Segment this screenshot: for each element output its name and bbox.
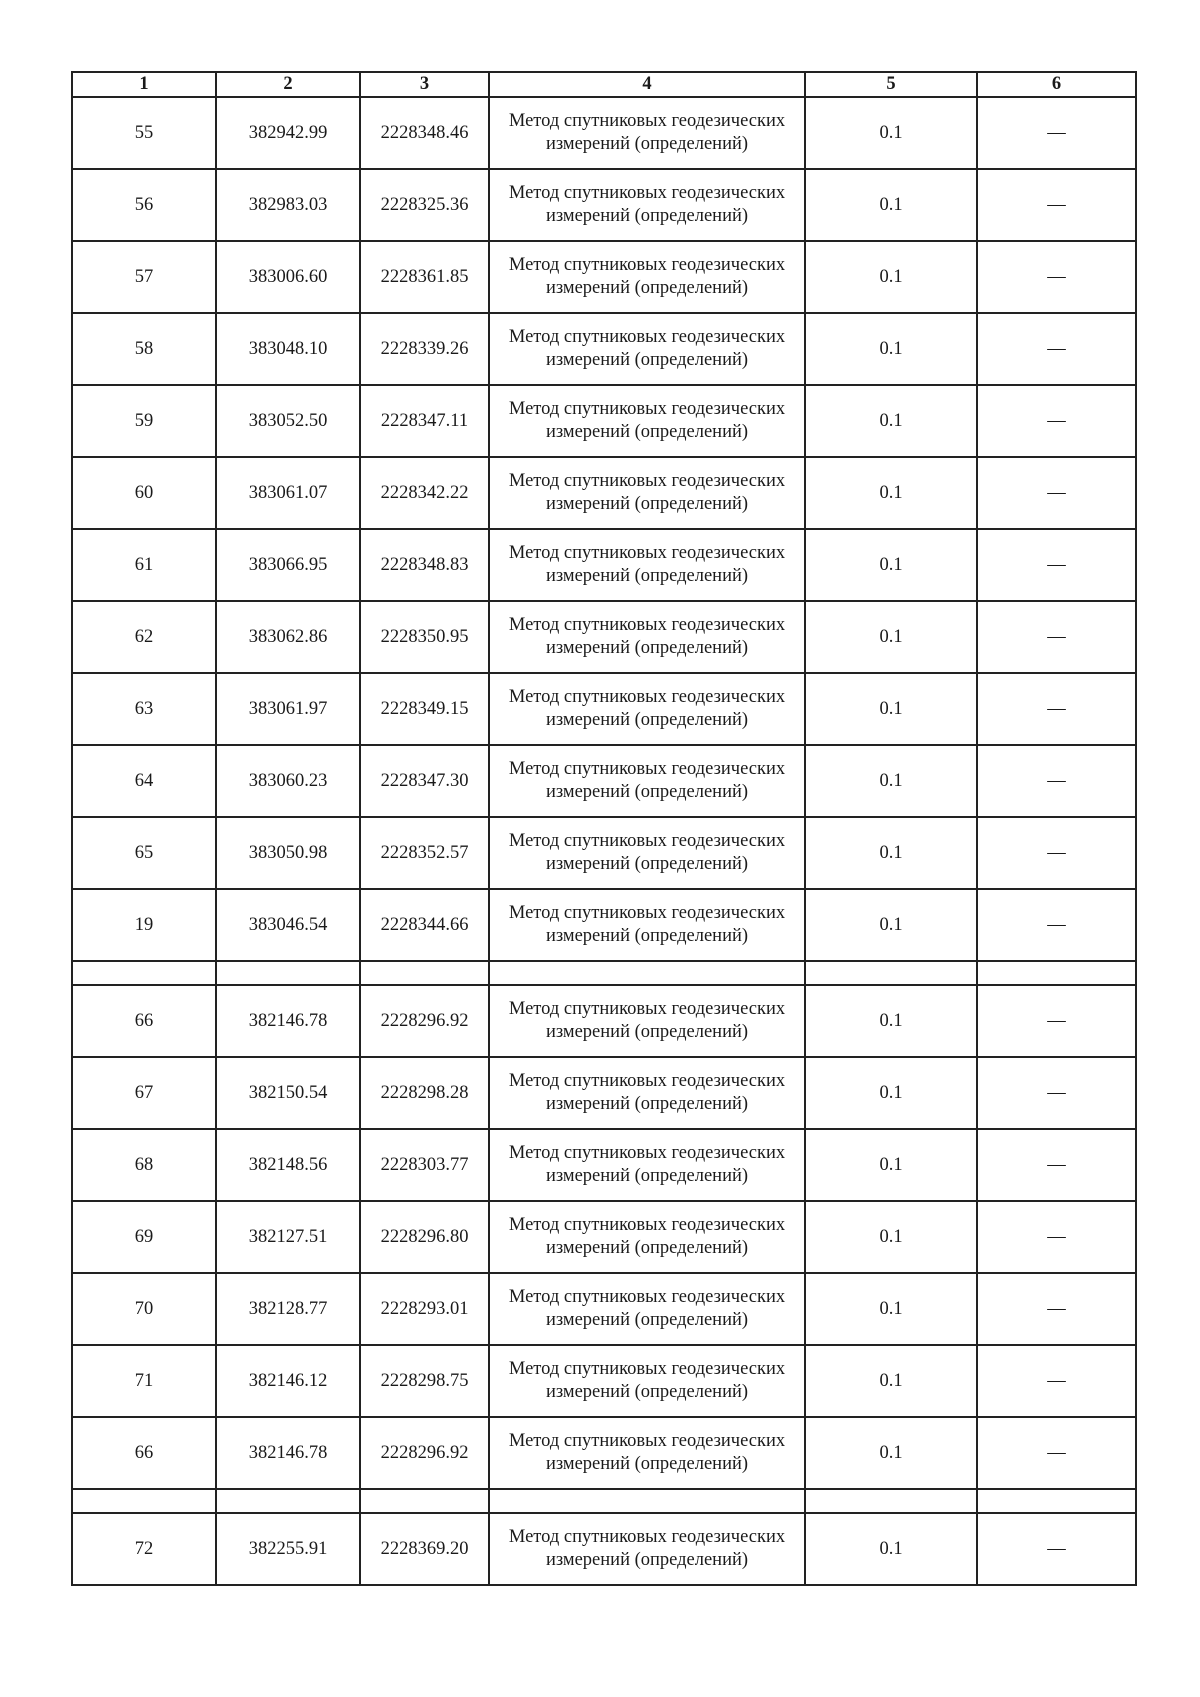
method-text: Метод спутниковых геодезических измерений (определений) <box>508 1215 786 1258</box>
coordinate-y-cell: 2228369.20 <box>360 1513 489 1585</box>
method-cell <box>489 817 805 889</box>
point-number-cell: 68 <box>72 1129 216 1201</box>
method-text: Метод спутниковых геодезических измерений (определений) <box>508 999 786 1042</box>
accuracy-cell: 0.1 <box>805 1201 977 1273</box>
accuracy-cell: 0.1 <box>805 889 977 961</box>
header-row <box>72 72 1136 97</box>
method-cell <box>489 1201 805 1273</box>
table-row <box>72 1201 1136 1273</box>
header-cell: 1 <box>72 72 216 97</box>
note-cell <box>977 1489 1136 1513</box>
point-number-cell: 56 <box>72 169 216 241</box>
coordinate-x-cell: 382148.56 <box>216 1129 360 1201</box>
method-text: Метод спутниковых геодезических измерений (определений) <box>508 1527 786 1570</box>
coordinate-y-cell <box>360 1489 489 1513</box>
coordinate-x-cell: 383048.10 <box>216 313 360 385</box>
table-row <box>72 241 1136 313</box>
note-cell: — <box>977 673 1136 745</box>
accuracy-cell: 0.1 <box>805 985 977 1057</box>
note-cell: — <box>977 97 1136 169</box>
coordinate-y-cell: 2228293.01 <box>360 1273 489 1345</box>
table-row <box>72 601 1136 673</box>
accuracy-cell: 0.1 <box>805 745 977 817</box>
method-cell <box>489 673 805 745</box>
header-cell: 5 <box>805 72 977 97</box>
table-row <box>72 1273 1136 1345</box>
coordinate-y-cell: 2228349.15 <box>360 673 489 745</box>
note-cell: — <box>977 1057 1136 1129</box>
table-row <box>72 817 1136 889</box>
method-cell <box>489 241 805 313</box>
coordinate-y-cell: 2228352.57 <box>360 817 489 889</box>
note-cell: — <box>977 745 1136 817</box>
table-row <box>72 673 1136 745</box>
point-number-cell: 69 <box>72 1201 216 1273</box>
coordinate-y-cell: 2228303.77 <box>360 1129 489 1201</box>
method-cell <box>489 889 805 961</box>
coordinate-x-cell: 382146.78 <box>216 985 360 1057</box>
coordinate-x-cell: 382983.03 <box>216 169 360 241</box>
accuracy-cell: 0.1 <box>805 601 977 673</box>
table-row <box>72 1513 1136 1585</box>
table-row <box>72 985 1136 1057</box>
note-cell: — <box>977 1201 1136 1273</box>
coordinate-x-cell: 382127.51 <box>216 1201 360 1273</box>
note-cell: — <box>977 529 1136 601</box>
table-body <box>72 97 1136 1585</box>
point-number-cell: 58 <box>72 313 216 385</box>
point-number-cell: 57 <box>72 241 216 313</box>
method-cell <box>489 985 805 1057</box>
coordinate-y-cell: 2228347.30 <box>360 745 489 817</box>
coordinate-y-cell: 2228298.28 <box>360 1057 489 1129</box>
coordinate-x-cell: 382146.78 <box>216 1417 360 1489</box>
note-cell: — <box>977 385 1136 457</box>
method-text: Метод спутниковых геодезических измерений (определений) <box>508 183 786 226</box>
point-number-cell <box>72 961 216 985</box>
coordinate-y-cell: 2228296.92 <box>360 1417 489 1489</box>
separator-row <box>72 1489 1136 1513</box>
method-text: Метод спутниковых геодезических измерений (определений) <box>508 615 786 658</box>
coordinate-x-cell: 382255.91 <box>216 1513 360 1585</box>
accuracy-cell: 0.1 <box>805 1129 977 1201</box>
method-text: Метод спутниковых геодезических измерений (определений) <box>508 1359 786 1402</box>
method-cell <box>489 97 805 169</box>
table-row <box>72 529 1136 601</box>
method-cell <box>489 385 805 457</box>
coordinate-x-cell: 382128.77 <box>216 1273 360 1345</box>
note-cell: — <box>977 601 1136 673</box>
coordinate-y-cell: 2228350.95 <box>360 601 489 673</box>
note-cell: — <box>977 169 1136 241</box>
method-text: Метод спутниковых геодезических измерений (определений) <box>508 1287 786 1330</box>
accuracy-cell: 0.1 <box>805 1273 977 1345</box>
point-number-cell: 65 <box>72 817 216 889</box>
point-number-cell: 19 <box>72 889 216 961</box>
table-row <box>72 745 1136 817</box>
note-cell: — <box>977 241 1136 313</box>
header-cell: 6 <box>977 72 1136 97</box>
note-cell: — <box>977 1345 1136 1417</box>
method-text: Метод спутниковых геодезических измерений (определений) <box>508 831 786 874</box>
coordinate-y-cell <box>360 961 489 985</box>
coordinate-x-cell: 383061.97 <box>216 673 360 745</box>
method-cell <box>489 1489 805 1513</box>
point-number-cell <box>72 1489 216 1513</box>
coordinate-y-cell: 2228361.85 <box>360 241 489 313</box>
method-cell <box>489 961 805 985</box>
coordinate-x-cell: 383050.98 <box>216 817 360 889</box>
method-text: Метод спутниковых геодезических измерений (определений) <box>508 687 786 730</box>
coordinate-x-cell: 383062.86 <box>216 601 360 673</box>
accuracy-cell: 0.1 <box>805 817 977 889</box>
coordinate-x-cell: 383006.60 <box>216 241 360 313</box>
method-text: Метод спутниковых геодезических измерений (определений) <box>508 111 786 154</box>
method-cell <box>489 529 805 601</box>
coordinate-x-cell: 383061.07 <box>216 457 360 529</box>
table-row <box>72 457 1136 529</box>
coordinate-y-cell: 2228296.92 <box>360 985 489 1057</box>
accuracy-cell: 0.1 <box>805 1057 977 1129</box>
coordinate-x-cell: 382942.99 <box>216 97 360 169</box>
table-row <box>72 97 1136 169</box>
method-cell <box>489 1273 805 1345</box>
table-row <box>72 1345 1136 1417</box>
accuracy-cell <box>805 1489 977 1513</box>
point-number-cell: 72 <box>72 1513 216 1585</box>
table-row <box>72 889 1136 961</box>
accuracy-cell: 0.1 <box>805 385 977 457</box>
note-cell: — <box>977 1513 1136 1585</box>
table-row <box>72 1417 1136 1489</box>
coordinate-x-cell: 382150.54 <box>216 1057 360 1129</box>
coordinate-x-cell: 382146.12 <box>216 1345 360 1417</box>
header-cell: 2 <box>216 72 360 97</box>
note-cell: — <box>977 1273 1136 1345</box>
header-cell: 4 <box>489 72 805 97</box>
coordinate-x-cell: 383060.23 <box>216 745 360 817</box>
note-cell: — <box>977 1417 1136 1489</box>
method-cell <box>489 169 805 241</box>
method-cell <box>489 1129 805 1201</box>
coordinate-y-cell: 2228296.80 <box>360 1201 489 1273</box>
accuracy-cell: 0.1 <box>805 1417 977 1489</box>
method-cell <box>489 601 805 673</box>
method-text: Метод спутниковых геодезических измерений (определений) <box>508 1143 786 1186</box>
point-number-cell: 66 <box>72 985 216 1057</box>
coordinate-x-cell: 383046.54 <box>216 889 360 961</box>
method-cell <box>489 745 805 817</box>
accuracy-cell: 0.1 <box>805 241 977 313</box>
coordinate-y-cell: 2228325.36 <box>360 169 489 241</box>
method-text: Метод спутниковых геодезических измерений (определений) <box>508 903 786 946</box>
point-number-cell: 67 <box>72 1057 216 1129</box>
point-number-cell: 61 <box>72 529 216 601</box>
method-cell <box>489 1057 805 1129</box>
coordinates-table <box>71 71 1137 1586</box>
coordinate-x-cell <box>216 961 360 985</box>
accuracy-cell: 0.1 <box>805 313 977 385</box>
table-row <box>72 1057 1136 1129</box>
separator-row <box>72 961 1136 985</box>
point-number-cell: 64 <box>72 745 216 817</box>
coordinate-y-cell: 2228348.83 <box>360 529 489 601</box>
method-cell <box>489 1417 805 1489</box>
table-row <box>72 1129 1136 1201</box>
header-cell: 3 <box>360 72 489 97</box>
coordinate-x-cell: 383052.50 <box>216 385 360 457</box>
note-cell: — <box>977 457 1136 529</box>
method-cell <box>489 313 805 385</box>
table-row <box>72 385 1136 457</box>
method-cell <box>489 1345 805 1417</box>
note-cell: — <box>977 985 1136 1057</box>
accuracy-cell: 0.1 <box>805 1345 977 1417</box>
coordinate-y-cell: 2228342.22 <box>360 457 489 529</box>
accuracy-cell: 0.1 <box>805 169 977 241</box>
coordinate-y-cell: 2228298.75 <box>360 1345 489 1417</box>
note-cell: — <box>977 889 1136 961</box>
accuracy-cell: 0.1 <box>805 457 977 529</box>
coordinate-y-cell: 2228348.46 <box>360 97 489 169</box>
accuracy-cell: 0.1 <box>805 1513 977 1585</box>
coordinate-x-cell <box>216 1489 360 1513</box>
accuracy-cell <box>805 961 977 985</box>
note-cell: — <box>977 817 1136 889</box>
method-text: Метод спутниковых геодезических измерений (определений) <box>508 1431 786 1474</box>
point-number-cell: 70 <box>72 1273 216 1345</box>
point-number-cell: 55 <box>72 97 216 169</box>
method-text: Метод спутниковых геодезических измерений (определений) <box>508 399 786 442</box>
coordinate-y-cell: 2228344.66 <box>360 889 489 961</box>
coordinate-y-cell: 2228339.26 <box>360 313 489 385</box>
method-text: Метод спутниковых геодезических измерений (определений) <box>508 471 786 514</box>
method-text: Метод спутниковых геодезических измерений (определений) <box>508 759 786 802</box>
table-row <box>72 313 1136 385</box>
accuracy-cell: 0.1 <box>805 529 977 601</box>
table-row <box>72 169 1136 241</box>
method-text: Метод спутниковых геодезических измерений (определений) <box>508 1071 786 1114</box>
accuracy-cell: 0.1 <box>805 97 977 169</box>
point-number-cell: 62 <box>72 601 216 673</box>
point-number-cell: 71 <box>72 1345 216 1417</box>
point-number-cell: 63 <box>72 673 216 745</box>
note-cell: — <box>977 313 1136 385</box>
point-number-cell: 60 <box>72 457 216 529</box>
method-cell <box>489 1513 805 1585</box>
note-cell: — <box>977 1129 1136 1201</box>
method-text: Метод спутниковых геодезических измерений (определений) <box>508 255 786 298</box>
accuracy-cell: 0.1 <box>805 673 977 745</box>
coordinate-y-cell: 2228347.11 <box>360 385 489 457</box>
method-text: Метод спутниковых геодезических измерений (определений) <box>508 327 786 370</box>
note-cell <box>977 961 1136 985</box>
method-text: Метод спутниковых геодезических измерений (определений) <box>508 543 786 586</box>
point-number-cell: 66 <box>72 1417 216 1489</box>
coordinate-x-cell: 383066.95 <box>216 529 360 601</box>
method-cell <box>489 457 805 529</box>
point-number-cell: 59 <box>72 385 216 457</box>
